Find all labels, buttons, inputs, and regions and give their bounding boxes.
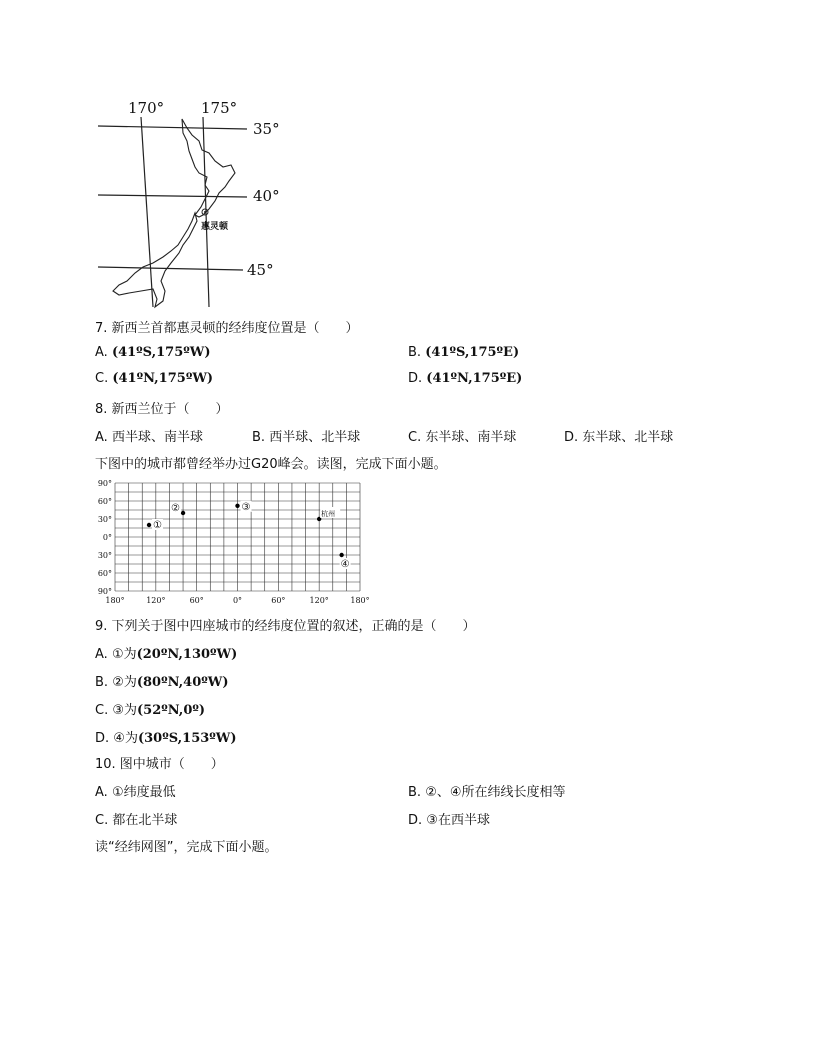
q7-option-d[interactable] [408, 371, 522, 386]
new-zealand-map [95, 95, 295, 310]
lat-tick-label: 0° [102, 533, 112, 542]
option-text: (41ºN,175ºW) [112, 371, 214, 386]
option-letter: B. [408, 345, 422, 360]
option-text: (52ºN,0º) [137, 703, 206, 718]
option-letter: C. [95, 371, 109, 386]
city-dot [339, 553, 343, 557]
q10-option-b[interactable] [408, 781, 566, 800]
option-text: (20ºN,130ºW) [136, 647, 238, 662]
city-label: ③ [241, 501, 251, 513]
q9-option-a[interactable] [95, 643, 237, 662]
g20-intro: 下图中的城市都曾经举办过G20峰会。读图，完成下面小题。 [95, 457, 447, 472]
option-text: ②、④所在纬线长度相等 [425, 785, 566, 800]
option-prefix: ②为 [112, 675, 137, 690]
lat-tick-label: 60° [97, 497, 112, 506]
option-letter: D. [408, 371, 423, 386]
option-text: (80ºN,40ºW) [136, 675, 229, 690]
q8-option-a[interactable] [95, 426, 203, 445]
option-letter: A. [95, 345, 108, 360]
lon-tick-label: 120° [309, 596, 329, 605]
option-letter: B. [252, 430, 266, 445]
lon-tick-label: 180° [105, 596, 125, 605]
q10-stem: 10. 图中城市（ ） [95, 757, 224, 772]
option-letter: C. [95, 703, 109, 718]
q10-option-d[interactable] [408, 809, 490, 828]
q8-option-c[interactable] [408, 426, 516, 445]
g20-grid-map [95, 478, 385, 610]
north-island-shape [182, 119, 235, 217]
lat-label-45: 45° [247, 261, 274, 279]
option-letter: D. [408, 813, 423, 828]
lat-tick-label: 30° [97, 515, 112, 524]
wellington-label: 惠灵顿 [201, 222, 229, 232]
city-label: ④ [340, 559, 350, 570]
option-text: ①纬度最低 [111, 785, 176, 800]
lon-tick-label: 60° [271, 596, 286, 605]
lat-tick-label: 60° [97, 569, 112, 578]
q10-option-a[interactable] [95, 781, 176, 800]
option-letter: A. [95, 430, 108, 445]
city-dot [235, 504, 239, 508]
lon-tick-label: 60° [189, 596, 204, 605]
city-label: 杭州 [321, 510, 336, 518]
city-label: ① [153, 520, 162, 531]
south-island-shape [113, 213, 197, 307]
option-text: (41ºN,175ºE) [426, 371, 523, 386]
option-letter: D. [564, 430, 579, 445]
option-letter: B. [95, 675, 109, 690]
lat-label-40: 40° [253, 187, 280, 205]
q8-option-d[interactable] [564, 426, 673, 445]
option-text: (30ºS,153ºW) [137, 731, 237, 746]
q10-option-c[interactable] [95, 809, 177, 828]
option-text: (41ºS,175ºE) [425, 345, 520, 360]
latitude-line-45 [98, 267, 243, 270]
q9-stem: 9. 下列关于图中四座城市的经纬度位置的叙述，正确的是（ ） [95, 619, 476, 634]
lat-tick-label: 90° [97, 479, 112, 488]
option-letter: C. [95, 813, 109, 828]
option-text: 西半球、北半球 [269, 430, 361, 445]
lon-tick-label: 0° [232, 596, 243, 605]
option-prefix: ③为 [112, 703, 138, 718]
q9-option-d[interactable] [95, 727, 237, 746]
q7-stem: 7. 新西兰首都惠灵顿的经纬度位置是（ ） [95, 321, 359, 336]
q9-option-b[interactable] [95, 671, 229, 690]
grid-intro: 读“经纬网图”，完成下面小题。 [95, 840, 278, 855]
lon-tick-label: 120° [146, 596, 166, 605]
lon-label-175: 175° [201, 99, 238, 117]
q7-option-b[interactable] [408, 345, 519, 360]
lon-label-170: 170° [128, 99, 165, 117]
option-letter: A. [95, 785, 108, 800]
lon-tick-label: 180° [350, 596, 370, 605]
latitude-line-35 [98, 126, 247, 129]
option-prefix: ④为 [113, 731, 138, 746]
option-prefix: ①为 [111, 647, 137, 662]
option-text: 西半球、南半球 [111, 430, 203, 445]
lat-label-35: 35° [253, 120, 280, 138]
city-label: ② [171, 503, 181, 514]
q8-stem: 8. 新西兰位于（ ） [95, 402, 229, 417]
option-letter: D. [95, 731, 110, 746]
option-text: ③在西半球 [426, 813, 490, 828]
option-text: 东半球、北半球 [582, 430, 674, 445]
longitude-line-170 [141, 117, 153, 307]
option-text: 东半球、南半球 [425, 430, 517, 445]
option-letter: B. [408, 785, 422, 800]
option-letter: C. [408, 430, 422, 445]
q7-option-a[interactable] [95, 345, 211, 360]
lat-tick-label: 30° [97, 551, 112, 560]
q9-option-c[interactable] [95, 699, 205, 718]
lat-tick-label: 90° [97, 587, 112, 596]
latitude-line-40 [98, 195, 247, 197]
option-text: 都在北半球 [112, 813, 178, 828]
q8-option-b[interactable] [252, 426, 360, 445]
option-text: (41ºS,175ºW) [111, 345, 211, 360]
q7-option-c[interactable] [95, 371, 213, 386]
city-dot [147, 523, 151, 527]
option-letter: A. [95, 647, 108, 662]
city-dot [181, 511, 185, 515]
